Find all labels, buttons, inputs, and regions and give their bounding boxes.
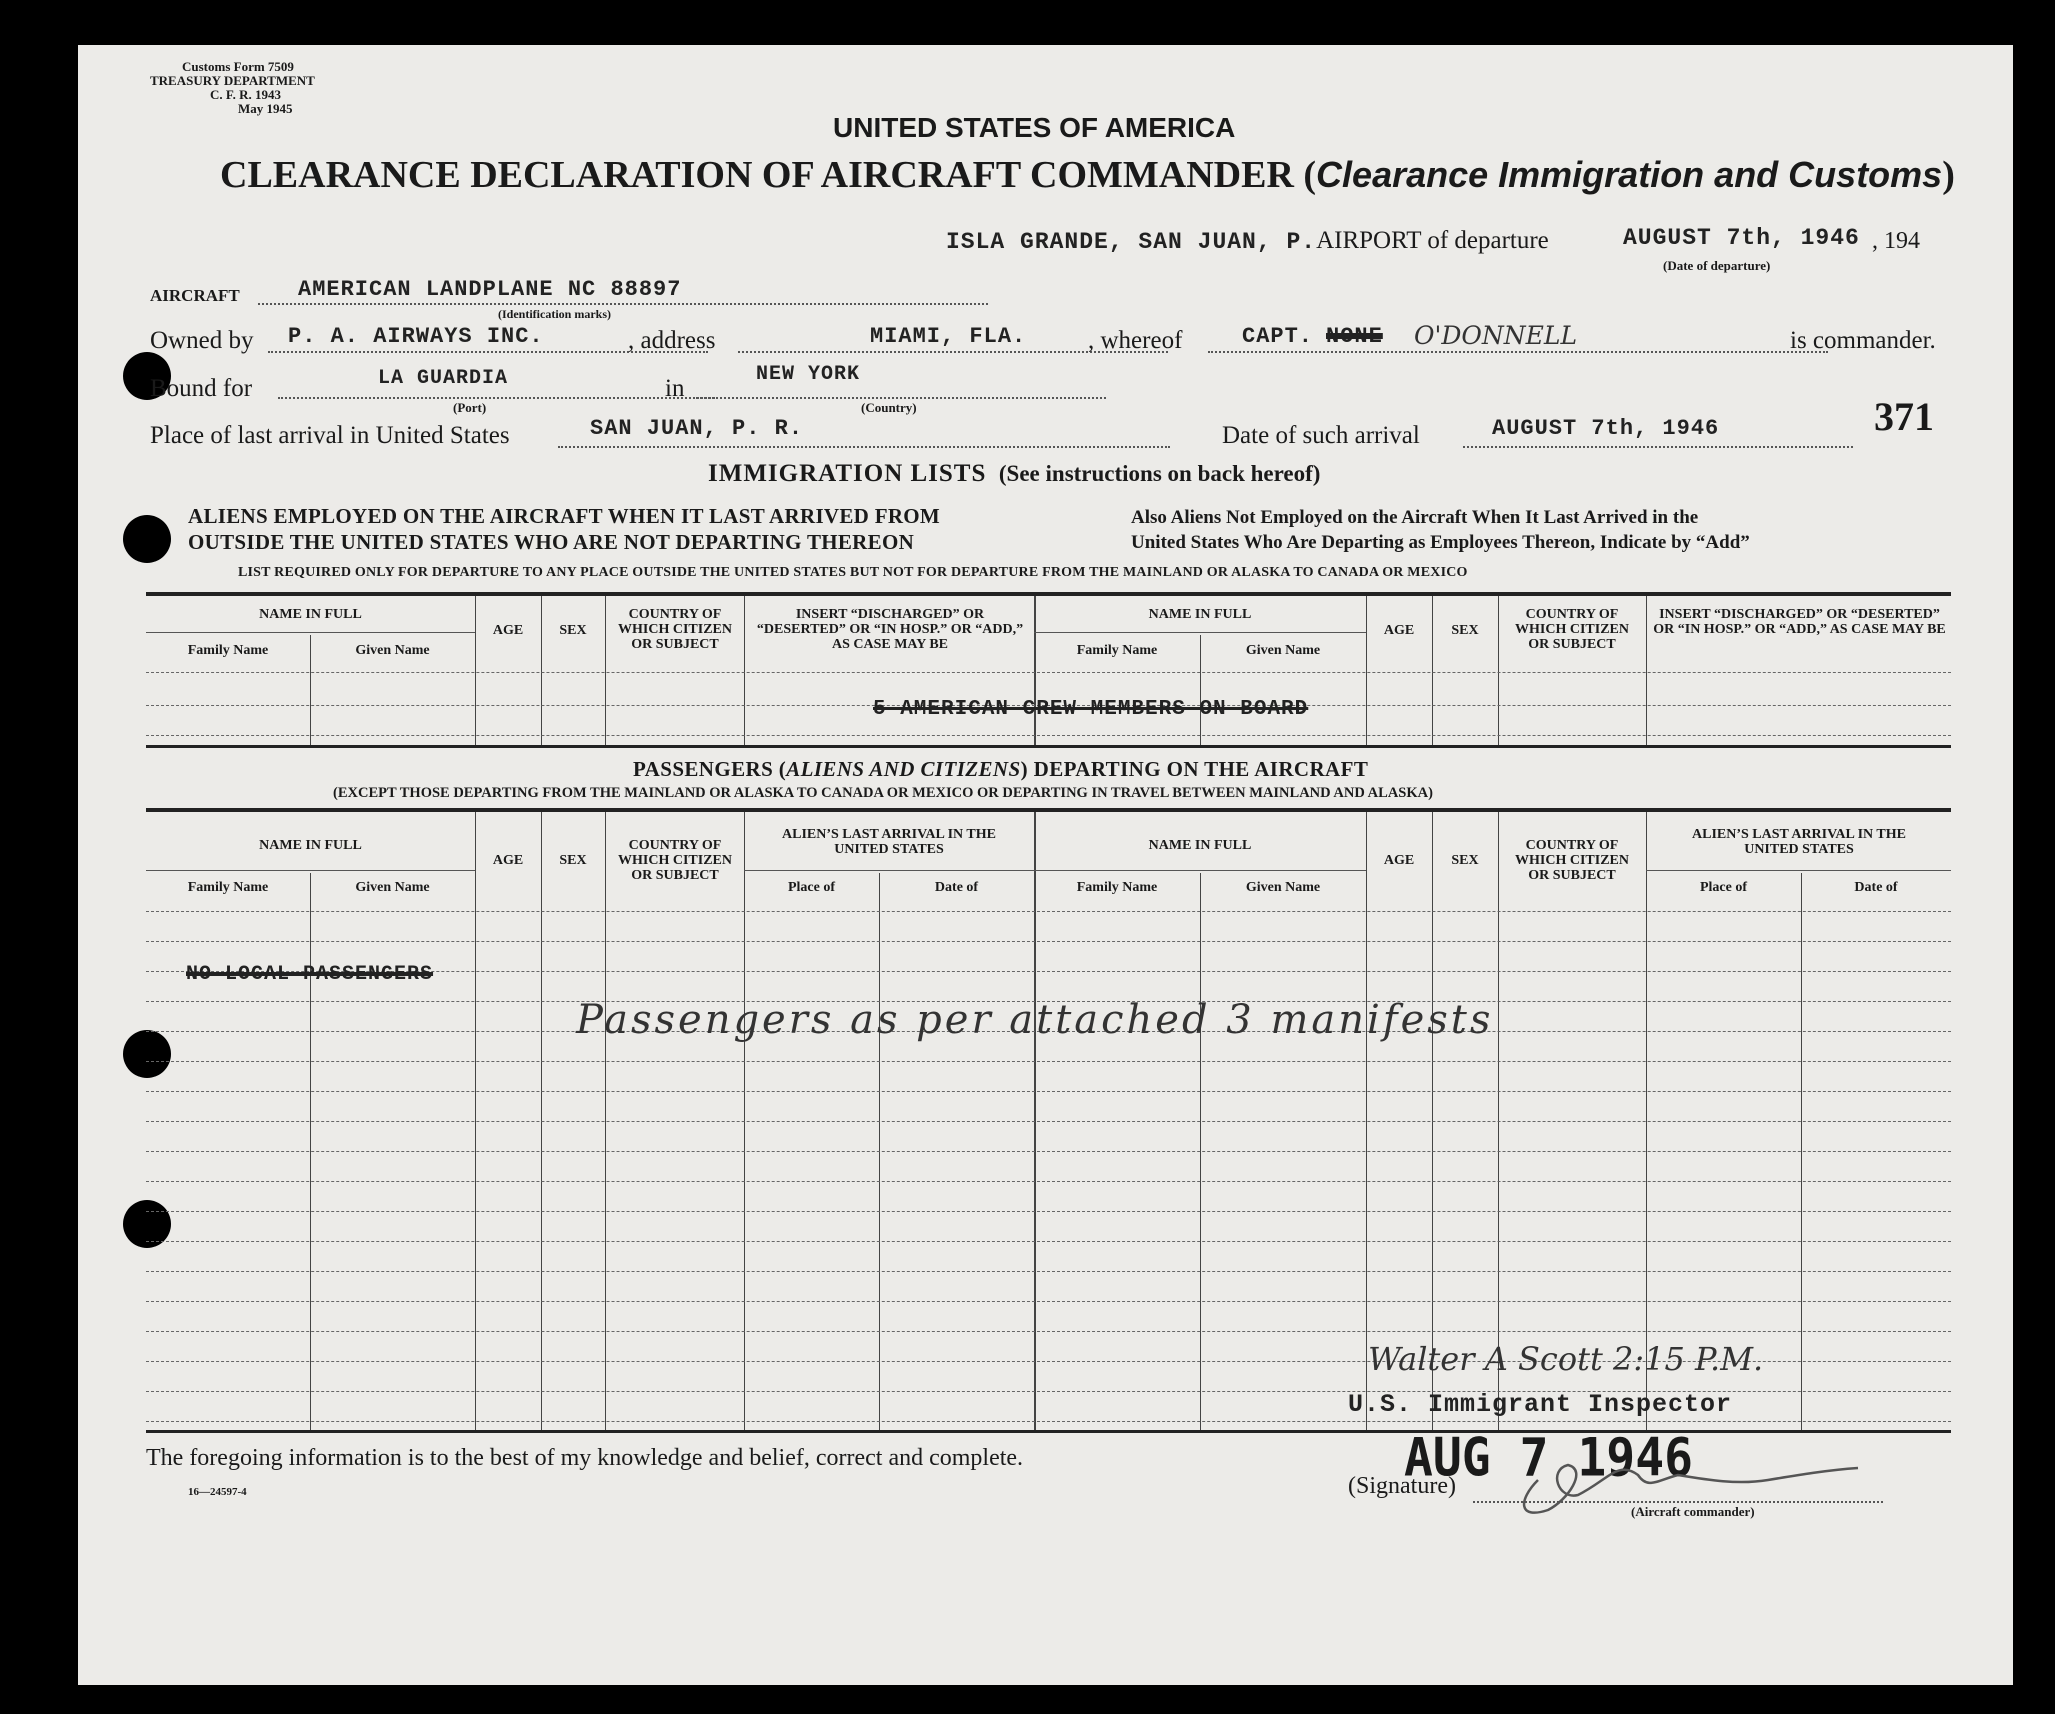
departure-line bbox=[946, 227, 1549, 255]
last-arrival-value: SAN JUAN, P. R. bbox=[590, 416, 804, 441]
pass-arrival-rule-left bbox=[744, 870, 1034, 871]
pass-row-rule bbox=[146, 1241, 1951, 1242]
bound-country-underline bbox=[696, 397, 1106, 399]
immigration-right-line1: Also Aliens Not Employed on the Aircraft When It Last Arrived in the bbox=[1131, 507, 1699, 528]
pass-row-rule bbox=[146, 911, 1951, 912]
departure-airport-value: ISLA GRANDE, SAN JUAN, P. bbox=[946, 229, 1317, 255]
pass-row-rule bbox=[146, 1271, 1951, 1272]
immigration-right-line2: United States Who Are Departing as Employees Thereon, Indicate by “Add” bbox=[1131, 532, 1750, 553]
pass-row-rule bbox=[146, 1301, 1951, 1302]
form-header bbox=[150, 60, 315, 116]
pass-place-right: Place of bbox=[1699, 880, 1748, 895]
signature-caption: (Aircraft commander) bbox=[1631, 1504, 1755, 1519]
crew-country-left: COUNTRY OF WHICH CITIZEN OR SUBJECT bbox=[618, 607, 732, 652]
crew-col-divider-2 bbox=[475, 596, 476, 745]
crew-given-left: Given Name bbox=[355, 643, 430, 658]
commander-struck: NONE bbox=[1326, 324, 1383, 349]
pass-row-rule bbox=[146, 1421, 1951, 1422]
title-paren-close: ) bbox=[1942, 154, 1955, 196]
inspector-stamp-date: AUG 7 1946 bbox=[1404, 1427, 1693, 1489]
form-cfr: C. F. R. 1943 bbox=[210, 87, 282, 102]
pass-date-right: Date of bbox=[1854, 880, 1898, 895]
arrival-date-value: AUGUST 7th, 1946 bbox=[1492, 416, 1720, 441]
main-title bbox=[220, 153, 1955, 197]
aircraft-value: AMERICAN LANDPLANE NC 88897 bbox=[298, 277, 682, 302]
pass-name-rule-left bbox=[146, 870, 475, 871]
pass-row-rule bbox=[146, 1091, 1951, 1092]
immigration-note: (See instructions on back hereof) bbox=[998, 461, 1321, 486]
pass-sex-right: SEX bbox=[1451, 853, 1479, 868]
departure-year-suffix: , 194 bbox=[1872, 228, 1920, 254]
crew-typed-entry: 5 AMERICAN CREW MEMBERS ON BOARD bbox=[873, 698, 1309, 721]
pass-arrival-rule-right bbox=[1646, 870, 1951, 871]
bound-port-value: LA GUARDIA bbox=[378, 367, 509, 390]
immigration-title-text: IMMIGRATION LISTS bbox=[708, 460, 987, 487]
bound-port-underline bbox=[278, 397, 718, 399]
form-date: May 1945 bbox=[238, 101, 293, 116]
bound-for-label: Bound for bbox=[150, 375, 253, 402]
pass-row-rule bbox=[146, 1061, 1951, 1062]
departure-airport-label: AIRPORT of departure bbox=[1316, 227, 1549, 254]
address-label: , address bbox=[628, 327, 716, 354]
immigration-title bbox=[708, 460, 1320, 488]
last-arrival-underline bbox=[558, 446, 1170, 448]
bound-country-value: NEW YORK bbox=[756, 363, 861, 386]
pass-name-rule-right bbox=[1034, 870, 1366, 871]
crew-name-in-full-left: NAME IN FULL bbox=[259, 607, 362, 622]
pass-given-left: Given Name bbox=[355, 880, 430, 895]
pass-table-top-rule bbox=[146, 808, 1951, 812]
crew-insert-left: INSERT “DISCHARGED” OR “DESERTED” OR “IN HOSP.” OR “ADD,” AS CASE MAY BE bbox=[756, 607, 1024, 652]
crew-name-rule-left bbox=[146, 632, 475, 633]
crew-age-right: AGE bbox=[1383, 623, 1415, 638]
whereof-label: , whereof bbox=[1088, 327, 1183, 354]
commander-signature bbox=[1508, 1440, 1908, 1540]
main-title-text: CLEARANCE DECLARATION OF AIRCRAFT COMMANDER bbox=[220, 154, 1294, 196]
aircraft-label: AIRCRAFT bbox=[150, 286, 240, 305]
pass-family-right: Family Name bbox=[1076, 880, 1158, 895]
owned-by-label: Owned by bbox=[150, 327, 254, 354]
pass-place-left: Place of bbox=[787, 880, 836, 895]
crew-age-left: AGE bbox=[492, 623, 524, 638]
departure-date-value: AUGUST 7th, 1946 bbox=[1623, 225, 1860, 251]
crew-table-bottom-rule bbox=[146, 745, 1951, 748]
country-title: UNITED STATES OF AMERICA bbox=[833, 112, 1236, 143]
pass-name-in-full-left: NAME IN FULL bbox=[259, 838, 362, 853]
arrival-date-label: Date of such arrival bbox=[1222, 422, 1420, 449]
form-department: TREASURY DEPARTMENT bbox=[150, 73, 315, 88]
title-subtitle: Clearance Immigration and Customs bbox=[1316, 154, 1943, 195]
pass-age-left: AGE bbox=[492, 853, 524, 868]
pass-family-left: Family Name bbox=[187, 880, 269, 895]
form-sheet bbox=[78, 45, 2013, 1685]
bound-country-caption: (Country) bbox=[861, 400, 917, 415]
owner-value: P. A. AIRWAYS INC. bbox=[288, 324, 544, 349]
immigration-right-note bbox=[1131, 505, 1750, 555]
aircraft-caption: (Identification marks) bbox=[498, 307, 611, 321]
pass-row-rule bbox=[146, 1181, 1951, 1182]
crew-col-divider-3 bbox=[541, 596, 542, 745]
pass-name-in-full-right: NAME IN FULL bbox=[1148, 838, 1252, 853]
pass-typed-entry: NO LOCAL PASSENGERS bbox=[186, 963, 434, 986]
immigration-required-note: LIST REQUIRED ONLY FOR DEPARTURE TO ANY PLACE OUTSIDE THE UNITED STATES BUT NOT FOR DEPARTURE FROM THE MAINLAND OR ALASKA TO CANADA OR MEXICO bbox=[238, 565, 1468, 580]
crew-name-in-full-right: NAME IN FULL bbox=[1148, 607, 1252, 622]
inspector-signature: Walter A Scott 2:15 P.M. bbox=[1368, 1340, 1764, 1378]
crew-col-divider-9 bbox=[1432, 596, 1433, 745]
crew-row-rule bbox=[146, 735, 1951, 736]
passengers-title bbox=[633, 757, 1368, 782]
pass-country-right: COUNTRY OF WHICH CITIZEN OR SUBJECT bbox=[1515, 838, 1629, 883]
crew-table-top-rule bbox=[146, 592, 1951, 596]
address-value: MIAMI, FLA. bbox=[870, 324, 1027, 349]
pass-date-left: Date of bbox=[934, 880, 979, 895]
pass-country-left: COUNTRY OF WHICH CITIZEN OR SUBJECT bbox=[618, 838, 732, 883]
stamp-number: 371 bbox=[1874, 394, 1934, 439]
departure-date-caption: (Date of departure) bbox=[1663, 258, 1771, 273]
crew-insert-right: INSERT “DISCHARGED” OR “DESERTED” OR “IN HOSP.” OR “ADD,” AS CASE MAY BE bbox=[1653, 607, 1946, 637]
pass-row-rule bbox=[146, 1121, 1951, 1122]
pass-row-rule bbox=[146, 941, 1951, 942]
pass-handwritten-note: Passengers as per attached 3 manifests bbox=[576, 997, 1494, 1043]
last-arrival-label: Place of last arrival in United States bbox=[150, 422, 510, 449]
punch-hole-3 bbox=[123, 1030, 171, 1078]
crew-given-right: Given Name bbox=[1245, 643, 1321, 658]
footer-code: 16—24597-4 bbox=[188, 1486, 247, 1498]
commander-label: is commander. bbox=[1790, 327, 1936, 354]
bound-in-label: in bbox=[665, 375, 685, 402]
crew-col-divider-8 bbox=[1366, 596, 1367, 745]
footer-statement: The foregoing information is to the best of my knowledge and belief, correct and complete. bbox=[146, 1445, 1024, 1471]
commander-underline bbox=[1208, 351, 1828, 353]
crew-sex-right: SEX bbox=[1451, 623, 1479, 638]
pass-given-right: Given Name bbox=[1245, 880, 1321, 895]
passengers-title-a: PASSENGERS ( bbox=[633, 757, 787, 781]
immigration-left-line1: ALIENS EMPLOYED ON THE AIRCRAFT WHEN IT LAST ARRIVED FROM bbox=[188, 504, 941, 528]
form-number: Customs Form 7509 bbox=[182, 59, 294, 74]
signature-label: (Signature) bbox=[1348, 1473, 1456, 1499]
crew-col-divider-11 bbox=[1646, 596, 1647, 745]
commander-handwritten: O'DONNELL bbox=[1414, 321, 1578, 350]
punch-hole-2 bbox=[123, 515, 171, 563]
crew-sex-left: SEX bbox=[559, 623, 587, 638]
crew-country-right: COUNTRY OF WHICH CITIZEN OR SUBJECT bbox=[1515, 607, 1629, 652]
pass-row-rule bbox=[146, 1211, 1951, 1212]
crew-family-right: Family Name bbox=[1076, 643, 1158, 658]
pass-last-arrival-left: ALIEN’S LAST ARRIVAL IN THE UNITED STATES bbox=[782, 827, 996, 857]
immigration-left-note bbox=[188, 503, 940, 555]
pass-age-right: AGE bbox=[1383, 853, 1415, 868]
arrival-date-underline bbox=[1463, 446, 1853, 448]
pass-sex-left: SEX bbox=[559, 853, 587, 868]
passengers-title-c: ) DEPARTING ON THE AIRCRAFT bbox=[1020, 757, 1369, 781]
crew-name-rule-right bbox=[1034, 632, 1366, 633]
crew-row-rule bbox=[146, 672, 1951, 673]
crew-col-divider-10 bbox=[1498, 596, 1499, 745]
crew-family-left: Family Name bbox=[187, 643, 269, 658]
pass-last-arrival-right: ALIEN’S LAST ARRIVAL IN THE UNITED STATES bbox=[1692, 827, 1906, 857]
title-paren-open: ( bbox=[1303, 154, 1317, 196]
passengers-subtitle: (EXCEPT THOSE DEPARTING FROM THE MAINLAND OR ALASKA TO CANADA OR MEXICO OR DEPARTING IN TRAVEL BETWEEN MAINLAND AND ALASKA) bbox=[333, 785, 1433, 801]
pass-row-rule bbox=[146, 1151, 1951, 1152]
passengers-title-b: ALIENS AND CITIZENS bbox=[786, 757, 1021, 781]
crew-col-divider-4 bbox=[605, 596, 606, 745]
pass-row-rule bbox=[146, 1331, 1951, 1332]
bound-port-caption: (Port) bbox=[453, 400, 487, 415]
commander-prefix: CAPT. bbox=[1242, 324, 1314, 349]
crew-col-divider-5 bbox=[744, 596, 745, 745]
aircraft-underline bbox=[258, 303, 988, 305]
inspector-title: U.S. Immigrant Inspector bbox=[1348, 1390, 1733, 1419]
immigration-left-line2: OUTSIDE THE UNITED STATES WHO ARE NOT DEPARTING THEREON bbox=[188, 530, 915, 554]
